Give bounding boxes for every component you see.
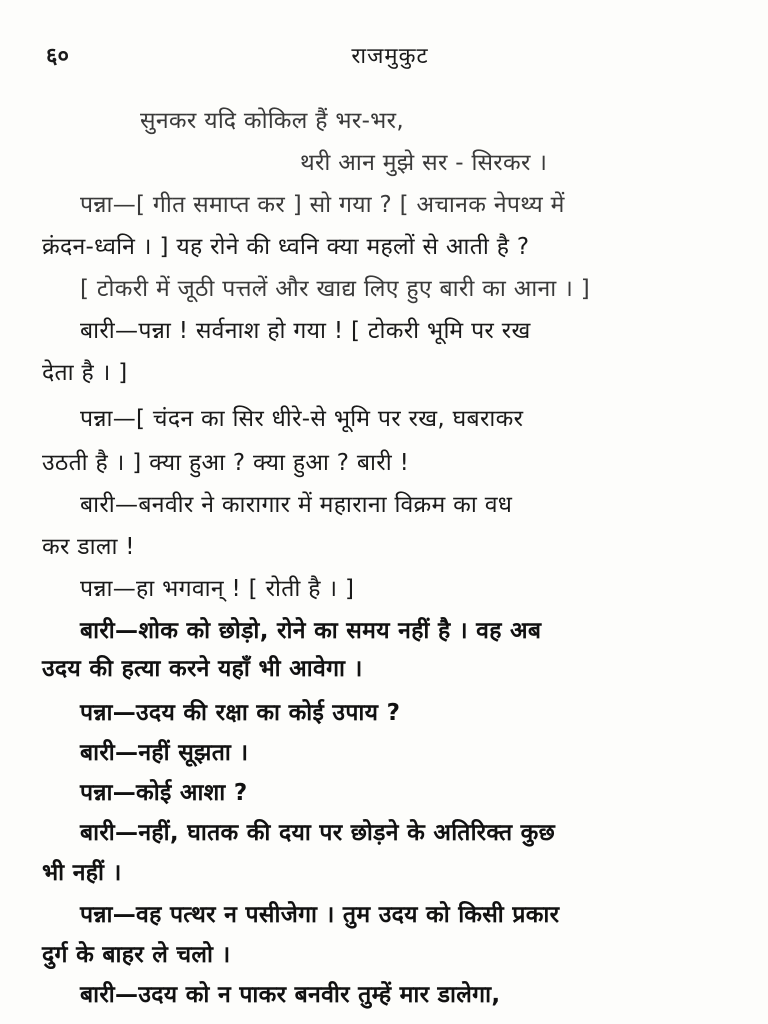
text-line: भी नहीं । xyxy=(42,860,122,886)
text-line: बारी—नहीं, घातक की दया पर छोड़ने के अतिरिक्त कुछ xyxy=(80,820,556,846)
text-line: देता है । ] xyxy=(42,360,128,386)
text-line: कर डाला ! xyxy=(42,534,135,560)
verse-line: सुनकर यदि कोकिल हैं भर-भर, xyxy=(140,108,404,134)
page-number: ६० xyxy=(46,44,69,69)
text-line: पन्ना—उदय की रक्षा का कोई उपाय ? xyxy=(80,700,401,726)
text-line: पन्ना—कोई आशा ? xyxy=(80,780,248,806)
text-line: बारी—नहीं सूझता । xyxy=(80,740,249,766)
text-line: क्रंदन-ध्वनि । ] यह रोने की ध्वनि क्या महलों से आती है ? xyxy=(42,234,530,260)
text-line: पन्ना—[ गीत समाप्त कर ] सो गया ? [ अचानक नेपथ्य में xyxy=(80,192,565,218)
text-line: उदय की हत्या करने यहाँ भी आवेगा । xyxy=(42,656,363,682)
text-line: बारी—शोक को छोड़ो, रोने का समय नहीं है । वह अब xyxy=(80,618,542,644)
text-line: उठती है । ] क्या हुआ ? क्या हुआ ? बारी ! xyxy=(42,450,410,476)
text-line: दुर्ग के बाहर ले चलो । xyxy=(42,942,231,968)
text-line: पन्ना—वह पत्थर न पसीजेगा । तुम उदय को किसी प्रकार xyxy=(80,902,560,928)
stage-direction: [ टोकरी में जूठी पत्तलें और खाद्य लिए हुए बारी का आना । ] xyxy=(80,276,591,302)
text-line: पन्ना—[ चंदन का सिर धीरे-से भूमि पर रख, घबराकर xyxy=(80,406,524,432)
page-header xyxy=(40,40,740,76)
verse-line: थरी आन मुझे सर - सिरकर । xyxy=(300,150,548,176)
running-title: राजमुकुट xyxy=(351,44,429,69)
text-line: पन्ना—हा भगवान् ! [ रोती है । ] xyxy=(80,576,355,602)
text-line: बारी—पन्ना ! सर्वनाश हो गया ! [ टोकरी भूमि पर रख xyxy=(80,318,531,344)
text-line: बारी—बनवीर ने कारागार में महाराना विक्रम का वध xyxy=(80,492,513,518)
text-line: बारी—उदय को न पाकर बनवीर तुम्हें मार डालेगा, xyxy=(80,982,501,1008)
